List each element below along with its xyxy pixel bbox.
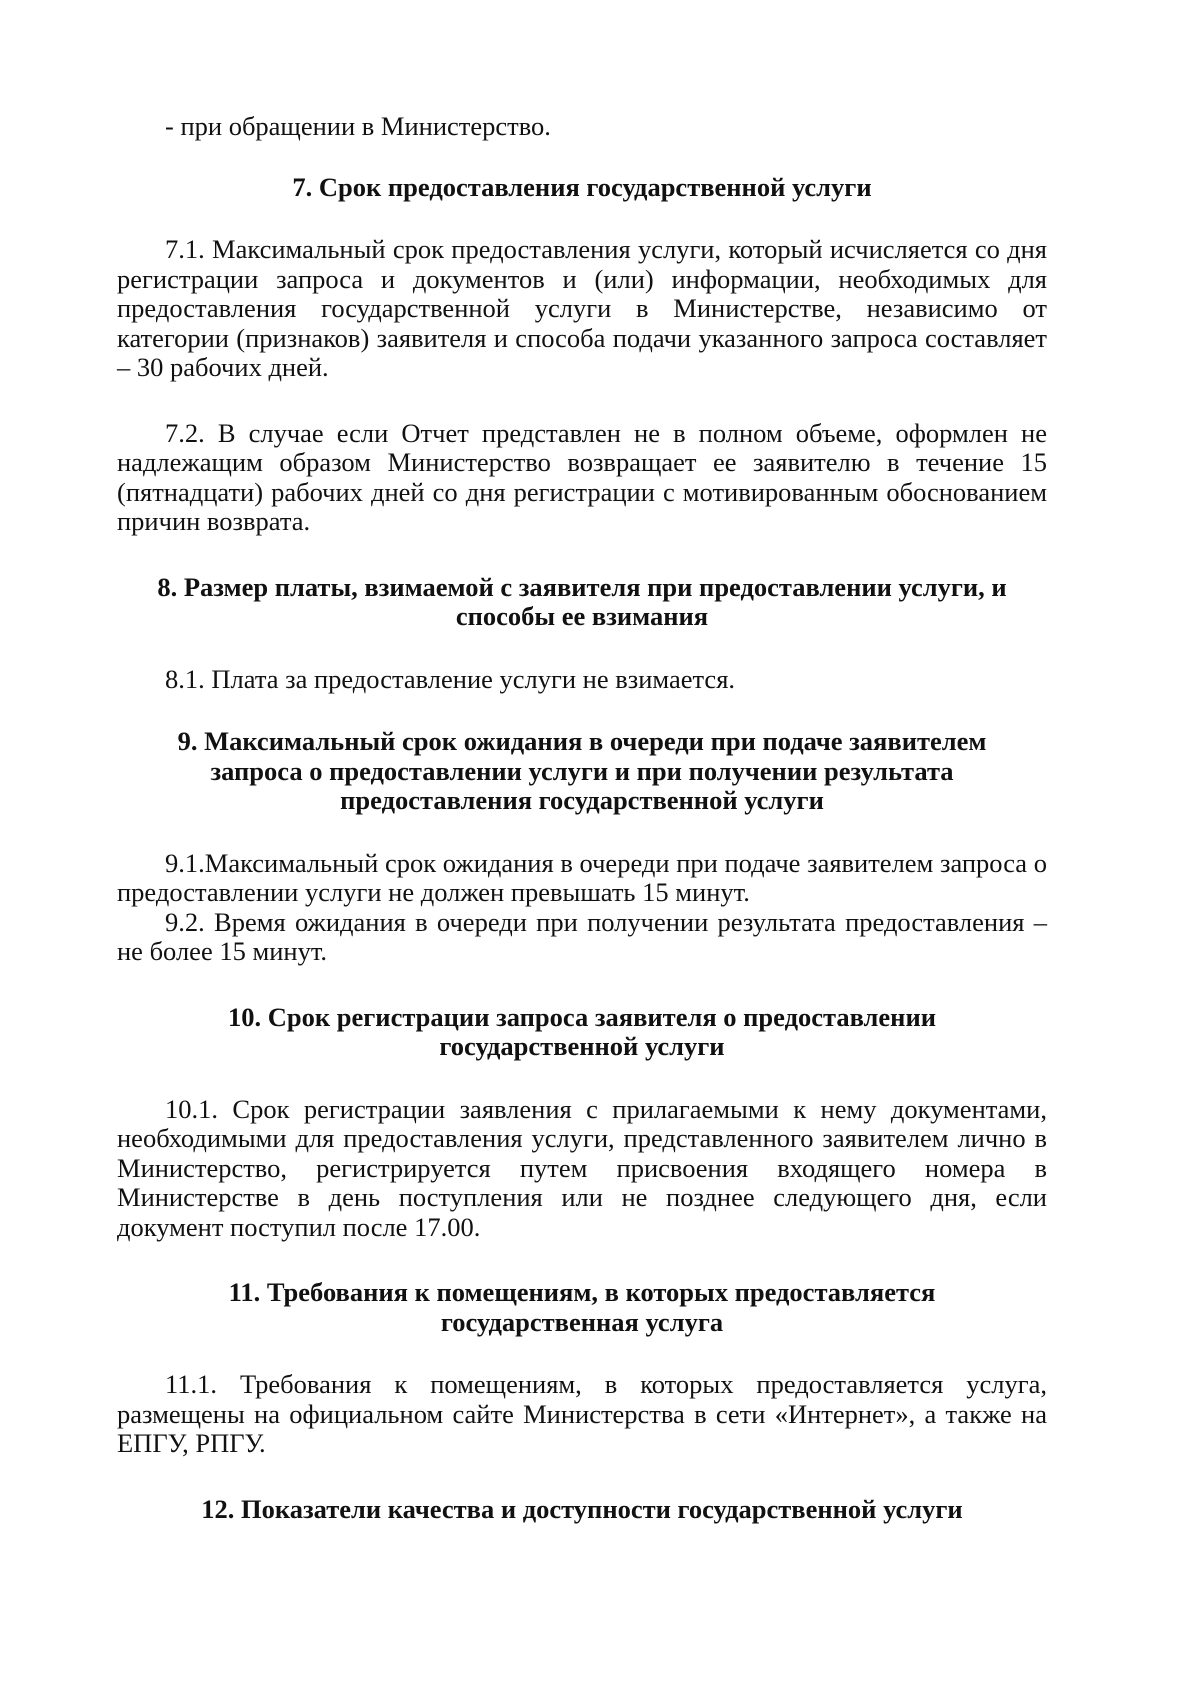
section-11-heading-line-1: 11. Требования к помещениям, в которых предоставляется <box>228 1277 936 1307</box>
section-12-heading <box>117 1495 1047 1525</box>
paragraph-9-2: 9.2. Время ожидания в очереди при получении результата предоставления – не более 15 минут. <box>117 906 1047 966</box>
paragraph-7-1: 7.1. Максимальный срок предоставления услуги, который исчисляется со дня регистрации запроса и документов и (или) информации, необходимых для предоставления государственной услуги в Министерстве, независимо от категории (признаков) заявителя и способа подачи указанного запроса составляет – 30 рабочих дней. <box>117 234 1047 382</box>
section-8-heading-line-2: способы ее взимания <box>455 601 709 631</box>
document-body <box>117 112 1047 1524</box>
section-11-heading-line-2: государственная услуга <box>440 1306 724 1337</box>
section-8-heading-line-1: 8. Размер платы, взимаемой с заявителя при предоставлении услуги, и <box>157 571 1007 602</box>
paragraph-7-2: 7.2. В случае если Отчет представлен не в полном объеме, оформлен не надлежащим образом Министерство возвращает ее заявителю в течение 15 (пятнадцати) рабочих дней со дня регистрации с мотивированным обоснованием причин возврата. <box>117 417 1047 536</box>
section-8-heading <box>117 573 1047 632</box>
section-10-heading-line-1: 10. Срок регистрации запроса заявителя о предоставлении <box>228 1001 936 1032</box>
section-7-heading <box>117 173 1047 203</box>
paragraph-11-1: 11.1. Требования к помещениям, в которых предоставляется услуга, размещены на официальном сайте Министерства в сети «Интернет», а также на ЕПГУ, РПГУ. <box>117 1369 1047 1458</box>
section-9-heading <box>117 727 1047 816</box>
section-11-heading <box>117 1278 1047 1337</box>
section-12-heading-text: 12. Показатели качества и доступности государственной услуги <box>201 1493 963 1524</box>
paragraph-10-1: 10.1. Срок регистрации заявления с прилагаемыми к нему документами, необходимыми для предоставления услуги, представленного заявителем лично в Министерство, регистрируется путем присвоения входящего номера в Министерстве в день поступления или не позднее следующего дня, если документ поступил после 17.00. <box>117 1093 1047 1242</box>
paragraph-8-1: 8.1. Плата за предоставление услуги не взимается. <box>165 663 736 694</box>
section-10-heading <box>117 1003 1047 1062</box>
section-9-heading-line-3: предоставления государственной услуги <box>340 785 824 815</box>
paragraph-9-1: 9.1.Максимальный срок ожидания в очереди при подаче заявителем запроса о предоставлении услуги не должен превышать 15 минут. <box>117 847 1047 907</box>
section-9-heading-line-2: запроса о предоставлении услуги и при получении результата <box>210 755 954 786</box>
section-7-heading-text: 7. Срок предоставления государственной услуги <box>292 171 872 202</box>
section-9-heading-line-1: 9. Максимальный срок ожидания в очереди при подаче заявителем <box>177 726 987 756</box>
section-10-heading-line-2: государственной услуги <box>439 1031 725 1061</box>
intro-line: - при обращении в Министерство. <box>165 111 551 141</box>
